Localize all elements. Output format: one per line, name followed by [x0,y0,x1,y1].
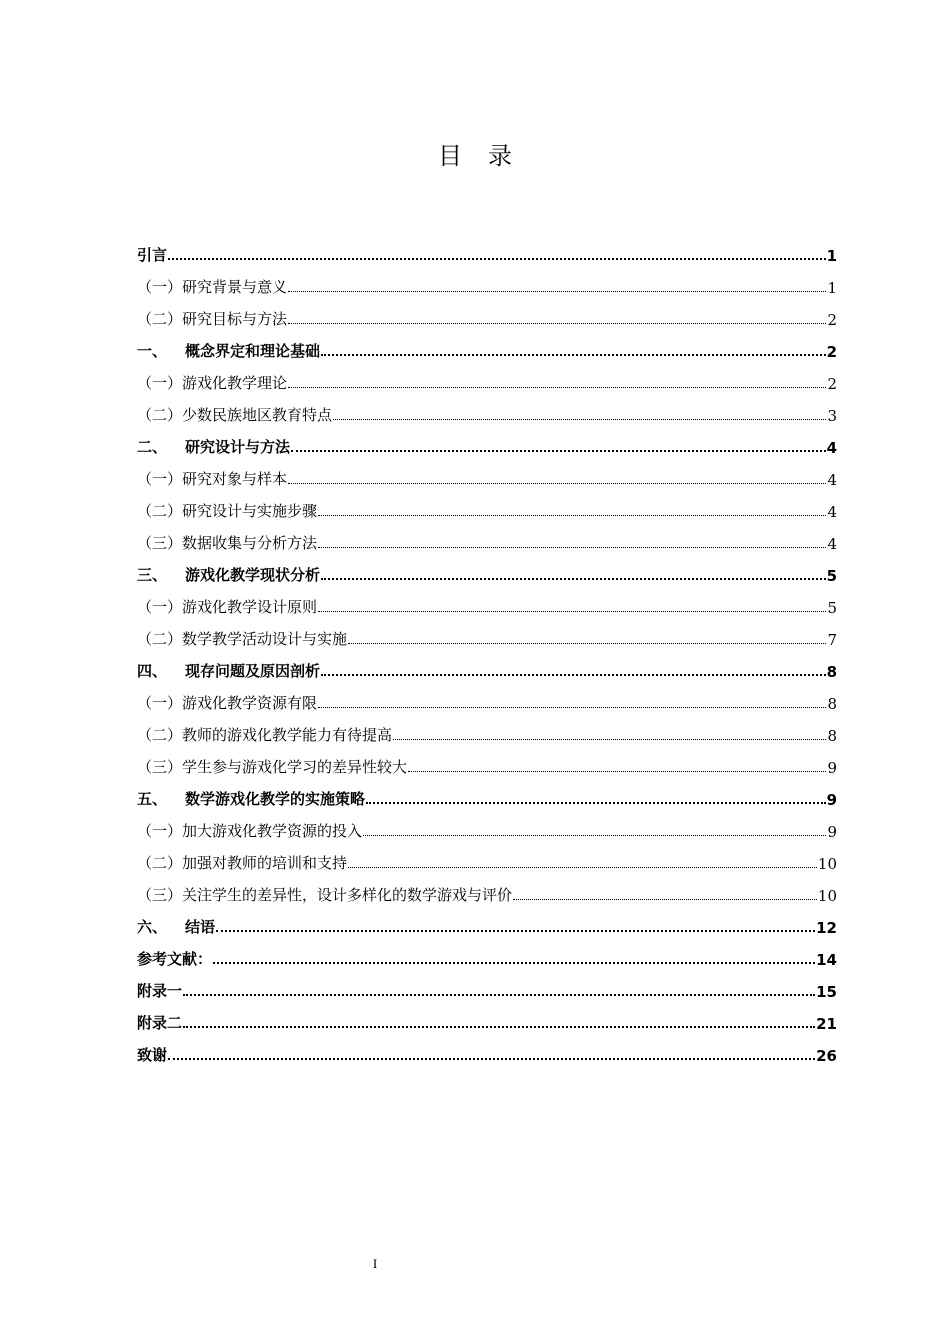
toc-entry[interactable] [137,715,837,747]
toc-dot-leader [333,419,826,420]
toc-entry[interactable] [137,267,837,299]
toc-dot-leader [288,387,826,388]
toc-dot-leader [348,867,817,868]
toc-entry[interactable] [137,1003,837,1035]
toc-entry-label [137,340,320,363]
toc-entry-page-number: 9 [827,759,837,777]
toc-entry-page-number: 3 [827,407,837,425]
toc-entry[interactable] [137,843,837,875]
toc-entry-page-number: 4 [827,535,837,553]
toc-entry-text: （一）游戏化教学理论 [137,374,288,392]
toc-entry[interactable] [137,331,837,363]
toc-entry[interactable] [137,587,837,619]
toc-entry[interactable] [137,427,837,459]
toc-entry[interactable] [137,907,837,939]
page-title-char-1: 目 [438,142,462,170]
toc-entry[interactable] [137,939,837,971]
toc-entry-label [137,276,287,299]
toc-entry-page-number: 10 [817,887,837,905]
toc-entry-number: 一、 [137,342,168,360]
toc-dot-leader [291,450,826,452]
toc-entry-number: 四、 [137,662,168,680]
toc-entry-page-number: 2 [826,343,837,361]
toc-dot-leader [363,835,826,836]
toc-entry-page-number: 26 [816,1047,837,1065]
toc-dot-leader [183,1026,815,1028]
toc-entry[interactable] [137,235,837,267]
toc-entry[interactable] [137,1035,837,1067]
toc-dot-leader [321,354,826,356]
toc-entry-text: （二）研究目标与方法 [137,310,288,328]
toc-entry-label [137,948,212,971]
toc-dot-leader [318,707,826,708]
toc-dot-leader [318,611,826,612]
toc-dot-leader [168,1058,815,1060]
toc-entry-text: （二）数学教学活动设计与实施 [137,630,348,648]
toc-entry-number: 五、 [137,790,168,808]
toc-entry-page-number: 7 [827,631,837,649]
toc-entry[interactable] [137,619,837,651]
toc-entry-page-number: 8 [827,727,837,745]
toc-entry-page-number: 15 [816,983,837,1001]
toc-entry-label [137,724,392,747]
toc-dot-leader [288,483,826,484]
toc-entry-text: （一）游戏化教学资源有限 [137,694,318,712]
toc-dot-leader [408,771,826,772]
toc-entry[interactable] [137,811,837,843]
toc-entry-text: （二）少数民族地区教育特点 [137,406,333,424]
toc-entry-text: 游戏化教学现状分析 [185,566,321,584]
toc-entry[interactable] [137,971,837,1003]
toc-entry-label [137,788,365,811]
toc-dot-leader [321,674,826,676]
toc-entry-page-number: 5 [827,599,837,617]
toc-dot-leader [213,962,815,964]
toc-entry-text: 结语 [185,918,216,936]
footer-page-number: I [372,1256,378,1271]
toc-dot-leader [288,291,826,292]
toc-dot-leader [183,994,815,996]
toc-entry-text: （三）学生参与游戏化学习的差异性较大 [137,758,408,776]
toc-dot-leader [216,930,815,932]
toc-entry[interactable] [137,299,837,331]
toc-entry-page-number: 21 [816,1015,837,1033]
toc-dot-leader [318,547,826,548]
toc-entry-page-number: 12 [816,919,837,937]
toc-entry[interactable] [137,747,837,779]
toc-entry-label [137,1012,182,1035]
toc-entry-text: 致谢 [137,1046,168,1064]
toc-entry-number: 三、 [137,566,168,584]
toc-entry-text: 引言 [137,246,168,264]
toc-entry-text: （一）研究对象与样本 [137,470,288,488]
toc-entry-label [137,692,317,715]
toc-dot-leader [168,258,826,260]
toc-entry[interactable] [137,363,837,395]
toc-entry-label [137,884,512,907]
toc-entry-page-number: 10 [817,855,837,873]
toc-entry-label [137,532,317,555]
toc-entry-page-number: 4 [826,439,837,457]
toc-dot-leader [318,515,826,516]
toc-entry-label [137,404,332,427]
toc-entry-text: 附录一 [137,982,183,1000]
toc-entry-label [137,372,287,395]
toc-entry-page-number: 2 [827,375,837,393]
toc-entry-label [137,468,287,491]
toc-entry-text: 概念界定和理论基础 [185,342,321,360]
toc-entry-text: 研究设计与方法 [185,438,291,456]
toc-entry-label [137,660,320,683]
toc-entry-text: （三）数据收集与分析方法 [137,534,318,552]
toc-entry-text: （二）加强对教师的培训和支持 [137,854,348,872]
toc-entry[interactable] [137,779,837,811]
toc-entry-text: 数学游戏化教学的实施策略 [185,790,366,808]
table-of-contents [137,235,837,1067]
toc-entry-label [137,980,182,1003]
toc-entry-label [137,628,347,651]
toc-entry-page-number: 14 [816,951,837,969]
toc-entry[interactable] [137,683,837,715]
toc-entry-text: 附录二 [137,1014,183,1032]
toc-entry-label [137,820,362,843]
toc-entry-label [137,564,320,587]
toc-entry-label [137,1044,167,1067]
toc-entry-label [137,756,407,779]
toc-entry-text: 现存问题及原因剖析 [185,662,321,680]
toc-entry-text: （二）教师的游戏化教学能力有待提高 [137,726,393,744]
toc-entry-label [137,596,317,619]
toc-entry-page-number: 2 [827,311,837,329]
toc-entry-page-number: 9 [827,823,837,841]
toc-entry-number: 二、 [137,438,168,456]
toc-entry[interactable] [137,459,837,491]
toc-entry-label [137,436,290,459]
toc-entry-text: （三）关注学生的差异性，设计多样化的数学游戏与评价 [137,886,513,904]
toc-entry[interactable] [137,491,837,523]
toc-entry-text: （二）研究设计与实施步骤 [137,502,318,520]
toc-entry-label [137,916,215,939]
page-title [0,140,950,172]
toc-entry-page-number: 1 [826,247,837,265]
toc-entry-page-number: 5 [826,567,837,585]
toc-entry-label [137,852,347,875]
toc-entry-page-number: 9 [826,791,837,809]
toc-entry-text: （一）研究背景与意义 [137,278,288,296]
toc-entry-number: 六、 [137,918,168,936]
toc-entry-page-number: 4 [827,503,837,521]
toc-entry-text: （一）游戏化教学设计原则 [137,598,318,616]
toc-entry-page-number: 8 [826,663,837,681]
toc-dot-leader [321,578,826,580]
toc-entry-label [137,500,317,523]
toc-entry-label [137,244,167,267]
toc-dot-leader [513,899,817,900]
toc-dot-leader [288,323,826,324]
page-title-char-2: 录 [488,142,512,170]
toc-dot-leader [348,643,826,644]
toc-entry-text: （一）加大游戏化教学资源的投入 [137,822,363,840]
toc-dot-leader [393,739,826,740]
toc-entry[interactable] [137,651,837,683]
toc-entry-page-number: 8 [827,695,837,713]
toc-dot-leader [366,802,826,804]
toc-entry-text: 参考文献： [137,950,213,968]
toc-entry-label [137,308,287,331]
toc-entry[interactable] [137,875,837,907]
toc-entry[interactable] [137,555,837,587]
toc-entry[interactable] [137,523,837,555]
toc-entry-page-number: 4 [827,471,837,489]
toc-entry[interactable] [137,395,837,427]
toc-entry-page-number: 1 [827,279,837,297]
